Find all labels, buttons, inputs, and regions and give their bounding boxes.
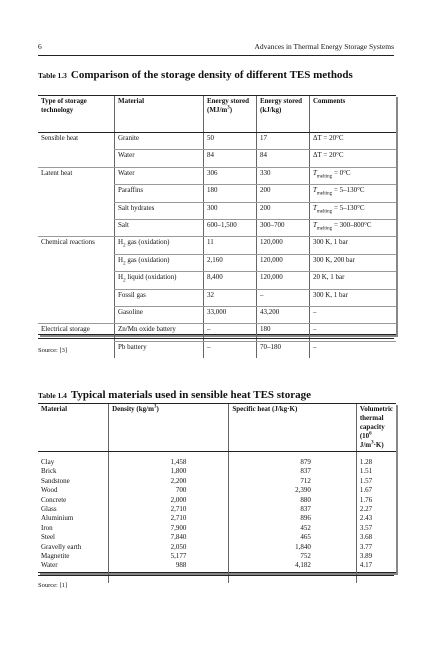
cell-density: 5,177 xyxy=(109,552,229,561)
comment-text: 20 K, 1 bar xyxy=(313,273,345,282)
cell-energy-mj: – xyxy=(204,324,257,341)
material-text: Salt hydrates xyxy=(118,203,155,212)
cell-volumetric: 2.27 xyxy=(356,505,396,514)
cell-volumetric: 3.89 xyxy=(356,552,396,561)
table-row xyxy=(38,272,396,289)
cell-energy-kj: 70–180 xyxy=(257,341,310,358)
cell-comment xyxy=(310,185,397,202)
col-density-header xyxy=(109,404,229,452)
cell-type: Latent heat xyxy=(41,168,73,177)
material-text: H xyxy=(118,273,124,282)
cell-type xyxy=(38,150,115,167)
cell-type xyxy=(38,254,115,271)
table-row xyxy=(38,289,396,306)
cell-energy-kj: 120,000 xyxy=(257,254,310,271)
cell-material: Concrete xyxy=(41,495,67,504)
cell-volumetric: 1.76 xyxy=(356,496,396,505)
cell-comment xyxy=(310,272,397,289)
cell-specific-heat: 837 xyxy=(229,467,356,476)
material-sub: 2 xyxy=(123,261,126,267)
cell-comment xyxy=(310,133,397,150)
cell-volumetric: 3.68 xyxy=(356,533,396,542)
cell-specific-heat: 465 xyxy=(229,533,356,542)
cell-type xyxy=(38,306,115,323)
cell-material: Wood xyxy=(41,486,58,495)
cell-type: Sensible heat xyxy=(41,134,79,142)
cell-energy-mj: 33,000 xyxy=(204,306,257,323)
cell-volumetric: 1.57 xyxy=(356,477,396,486)
table-row xyxy=(38,458,396,467)
cell-specific-heat: 896 xyxy=(229,514,356,523)
volumetric-header-post: ·K) xyxy=(373,441,384,449)
cell-energy-mj: – xyxy=(204,341,257,358)
table-row xyxy=(38,552,396,561)
cell-material xyxy=(115,272,204,289)
cell-type xyxy=(38,289,115,306)
cell-density: 2,050 xyxy=(109,543,229,552)
table-1-4-caption xyxy=(38,388,398,401)
comment-text: 300 K, 1 bar xyxy=(313,238,348,247)
cell-specific-heat: 452 xyxy=(229,524,356,533)
cell-density: 7,900 xyxy=(109,524,229,533)
cell-specific-heat: 837 xyxy=(229,505,356,514)
spacer-row xyxy=(38,571,396,583)
cell-energy-mj: 50 xyxy=(204,133,257,150)
table-row xyxy=(38,477,396,486)
page-header xyxy=(38,42,394,54)
comment-text: ΔT = 20°C xyxy=(313,134,344,142)
comment-text: 300 K, 1 bar xyxy=(313,290,348,299)
cell-energy-kj: 200 xyxy=(257,185,310,202)
cell-comment xyxy=(310,341,397,358)
cell-material xyxy=(115,219,204,236)
col-material-header: Material xyxy=(115,96,204,133)
cell-energy-kj: 200 xyxy=(257,202,310,219)
cell-material: Iron xyxy=(41,523,53,532)
cell-comment xyxy=(310,237,397,254)
cell-specific-heat: 879 xyxy=(229,458,356,467)
comment-text: – xyxy=(313,307,317,316)
table-1-3-caption xyxy=(38,68,398,81)
table-row xyxy=(38,254,396,271)
cell-material xyxy=(115,306,204,323)
comment-text: – xyxy=(313,325,317,334)
col-comments-header: Comments xyxy=(310,96,397,133)
cell-energy-kj: 84 xyxy=(257,150,310,167)
cell-material xyxy=(115,133,204,150)
table-row xyxy=(38,486,396,495)
energy-mj-unit-pre: (MJ/m xyxy=(207,106,228,114)
material-text: Water xyxy=(118,168,135,177)
comment-sub: melting xyxy=(316,174,333,180)
material-sub: 2 xyxy=(123,243,126,249)
cell-density: 7,840 xyxy=(109,533,229,542)
material-text: Zn/Mn oxide battery xyxy=(118,325,176,334)
cell-type: Electrical storage xyxy=(41,325,90,334)
table-row xyxy=(38,505,396,514)
table-row xyxy=(38,533,396,542)
cell-energy-mj: 180 xyxy=(204,185,257,202)
spacer-cell xyxy=(356,571,396,583)
table-1-3-label: Table 1.3 xyxy=(38,71,67,80)
table-1-3-source: Source: [3] xyxy=(38,347,68,354)
density-header-pre: Density (kg/m xyxy=(112,405,154,413)
cell-material xyxy=(115,341,204,358)
comment-symbol: T xyxy=(313,186,317,195)
cell-density: 2,710 xyxy=(109,505,229,514)
cell-comment xyxy=(310,150,397,167)
comment-sub: melting xyxy=(316,191,333,197)
cell-material: Magnetite xyxy=(41,552,70,561)
table-1-4-label: Table 1.4 xyxy=(38,391,67,400)
volumetric-header-sup: 6 xyxy=(369,431,372,437)
energy-mj-main: Energy stored xyxy=(207,97,250,105)
cell-type xyxy=(38,272,115,289)
cell-material: Gravelly earth xyxy=(41,542,82,551)
table-row xyxy=(38,202,396,219)
volumetric-header-mid: J/m xyxy=(359,441,372,449)
material-text: Gasoline xyxy=(118,307,143,316)
cell-comment xyxy=(310,254,397,271)
cell-specific-heat: 2,390 xyxy=(229,486,356,495)
comment-post: = 5–130°C xyxy=(332,203,365,212)
cell-material xyxy=(115,167,204,184)
col-specific-heat-header: Specific heat (J/kg·K) xyxy=(229,404,356,452)
density-header-sup: 3 xyxy=(153,404,157,410)
comment-text: ΔT = 20°C xyxy=(313,151,344,160)
table-row xyxy=(38,306,396,323)
table-row xyxy=(38,514,396,523)
cell-material: Brick xyxy=(41,467,57,476)
cell-energy-kj: 17 xyxy=(257,133,310,150)
cell-material xyxy=(115,150,204,167)
cell-energy-kj: 120,000 xyxy=(257,237,310,254)
material-post: gas (oxidation) xyxy=(125,255,170,264)
volumetric-header-pre: Volumetric thermal capacity (10 xyxy=(359,405,393,440)
material-text: Granite xyxy=(118,134,139,142)
table-1-4 xyxy=(38,403,396,573)
table-row xyxy=(38,237,396,254)
table-row xyxy=(38,524,396,533)
cell-energy-mj: 8,400 xyxy=(204,272,257,289)
cell-density: 1,458 xyxy=(109,458,229,467)
cell-energy-kj: 120,000 xyxy=(257,272,310,289)
cell-material xyxy=(115,289,204,306)
cell-energy-mj: 84 xyxy=(204,150,257,167)
cell-material xyxy=(115,237,204,254)
cell-type xyxy=(38,202,115,219)
col-type-header: Type of storage technology xyxy=(38,96,115,133)
cell-specific-heat: 752 xyxy=(229,552,356,561)
cell-specific-heat: 1,840 xyxy=(229,543,356,552)
col-energy-mj-header xyxy=(204,96,257,133)
cell-energy-mj: 600–1,500 xyxy=(204,219,257,236)
cell-material: Glass xyxy=(41,505,57,514)
material-text: Salt xyxy=(118,220,129,229)
cell-energy-kj: 300–700 xyxy=(257,219,310,236)
cell-density: 2,200 xyxy=(109,477,229,486)
table-row xyxy=(38,133,396,150)
cell-material: Water xyxy=(41,561,58,570)
table-1-4-title: Typical materials used in sensible heat TES storage xyxy=(70,389,311,401)
cell-energy-kj: 330 xyxy=(257,167,310,184)
cell-material xyxy=(115,185,204,202)
spacer-cell xyxy=(109,571,229,583)
cell-energy-mj: 300 xyxy=(204,202,257,219)
cell-material: Aluminium xyxy=(41,514,74,523)
table-1-4-bottom-rule xyxy=(38,575,394,576)
table-row xyxy=(38,219,396,236)
cell-energy-mj: 306 xyxy=(204,167,257,184)
cell-material xyxy=(115,254,204,271)
spacer-cell xyxy=(229,571,356,583)
cell-density: 700 xyxy=(109,486,229,495)
comment-post: = 300–800°C xyxy=(332,220,372,229)
cell-volumetric: 3.77 xyxy=(356,543,396,552)
cell-density: 988 xyxy=(109,561,229,570)
cell-volumetric: 4.17 xyxy=(356,561,396,570)
cell-type xyxy=(38,185,115,202)
table-1-3-bottom-rule xyxy=(38,338,394,339)
table-row xyxy=(38,185,396,202)
cell-comment xyxy=(310,289,397,306)
table-row xyxy=(38,543,396,552)
cell-comment xyxy=(310,202,397,219)
table-header-row xyxy=(38,96,396,133)
material-text: H xyxy=(118,238,124,247)
cell-material: Sandstone xyxy=(41,476,70,485)
cell-comment xyxy=(310,306,397,323)
col-energy-kj-header: Energy stored (kJ/kg) xyxy=(257,96,310,133)
cell-volumetric: 1.67 xyxy=(356,486,396,495)
material-text: Paraffins xyxy=(118,186,144,195)
cell-energy-kj: – xyxy=(257,289,310,306)
header-rule xyxy=(38,55,394,56)
table-row xyxy=(38,150,396,167)
material-text: Water xyxy=(118,151,135,160)
col-volumetric-header xyxy=(356,404,396,452)
running-title: Advances in Thermal Energy Storage Systems xyxy=(254,42,394,51)
comment-symbol: T xyxy=(313,220,317,229)
cell-energy-kj: 43,200 xyxy=(257,306,310,323)
comment-sub: melting xyxy=(316,208,333,214)
table-row xyxy=(38,561,396,570)
table-row xyxy=(38,167,396,184)
table-row xyxy=(38,467,396,476)
cell-comment xyxy=(310,167,397,184)
material-text: H xyxy=(118,255,124,264)
table-row xyxy=(38,341,396,358)
cell-specific-heat: 712 xyxy=(229,477,356,486)
comment-symbol: T xyxy=(313,203,317,212)
cell-material: Steel xyxy=(41,533,55,542)
cell-material: Clay xyxy=(41,458,55,466)
energy-mj-unit-post: ) xyxy=(229,106,233,114)
material-text: Pb battery xyxy=(118,342,147,351)
comment-text: – xyxy=(313,342,317,351)
comment-symbol: T xyxy=(313,168,317,177)
comment-text: 300 K, 200 bar xyxy=(313,255,355,264)
comment-post: = 0°C xyxy=(332,168,351,177)
cell-volumetric: 2.43 xyxy=(356,514,396,523)
table-header-row xyxy=(38,404,396,452)
cell-specific-heat: 4,182 xyxy=(229,561,356,570)
material-text: Fossil gas xyxy=(118,290,146,299)
density-header-post: ) xyxy=(156,405,159,413)
table-1-3-title: Comparison of the storage density of different TES methods xyxy=(70,69,353,81)
cell-material xyxy=(115,202,204,219)
comment-post: = 5–130°C xyxy=(332,186,365,195)
cell-density: 1,800 xyxy=(109,467,229,476)
material-sub: 2 xyxy=(123,278,126,284)
cell-volumetric: 3.57 xyxy=(356,524,396,533)
cell-density: 2,000 xyxy=(109,496,229,505)
cell-energy-mj: 2,160 xyxy=(204,254,257,271)
cell-density: 2,710 xyxy=(109,514,229,523)
cell-energy-mj: 32 xyxy=(204,289,257,306)
table-row xyxy=(38,496,396,505)
material-post: gas (oxidation) xyxy=(125,238,170,247)
comment-sub: melting xyxy=(316,226,333,232)
table-1-4-source: Source: [1] xyxy=(38,582,68,589)
col-material-header: Material xyxy=(38,404,109,452)
material-post: liquid (oxidation) xyxy=(125,273,177,282)
cell-type: Chemical reactions xyxy=(41,238,95,247)
cell-volumetric: 1.28 xyxy=(356,458,396,467)
energy-mj-unit-sup: 3 xyxy=(227,105,230,111)
cell-energy-kj: 180 xyxy=(257,324,310,341)
volumetric-header-sup2: 3 xyxy=(371,440,374,446)
cell-energy-mj: 11 xyxy=(204,237,257,254)
cell-volumetric: 1.51 xyxy=(356,467,396,476)
cell-comment xyxy=(310,219,397,236)
page-number: 6 xyxy=(38,42,42,51)
cell-specific-heat: 880 xyxy=(229,496,356,505)
cell-type xyxy=(38,219,115,236)
